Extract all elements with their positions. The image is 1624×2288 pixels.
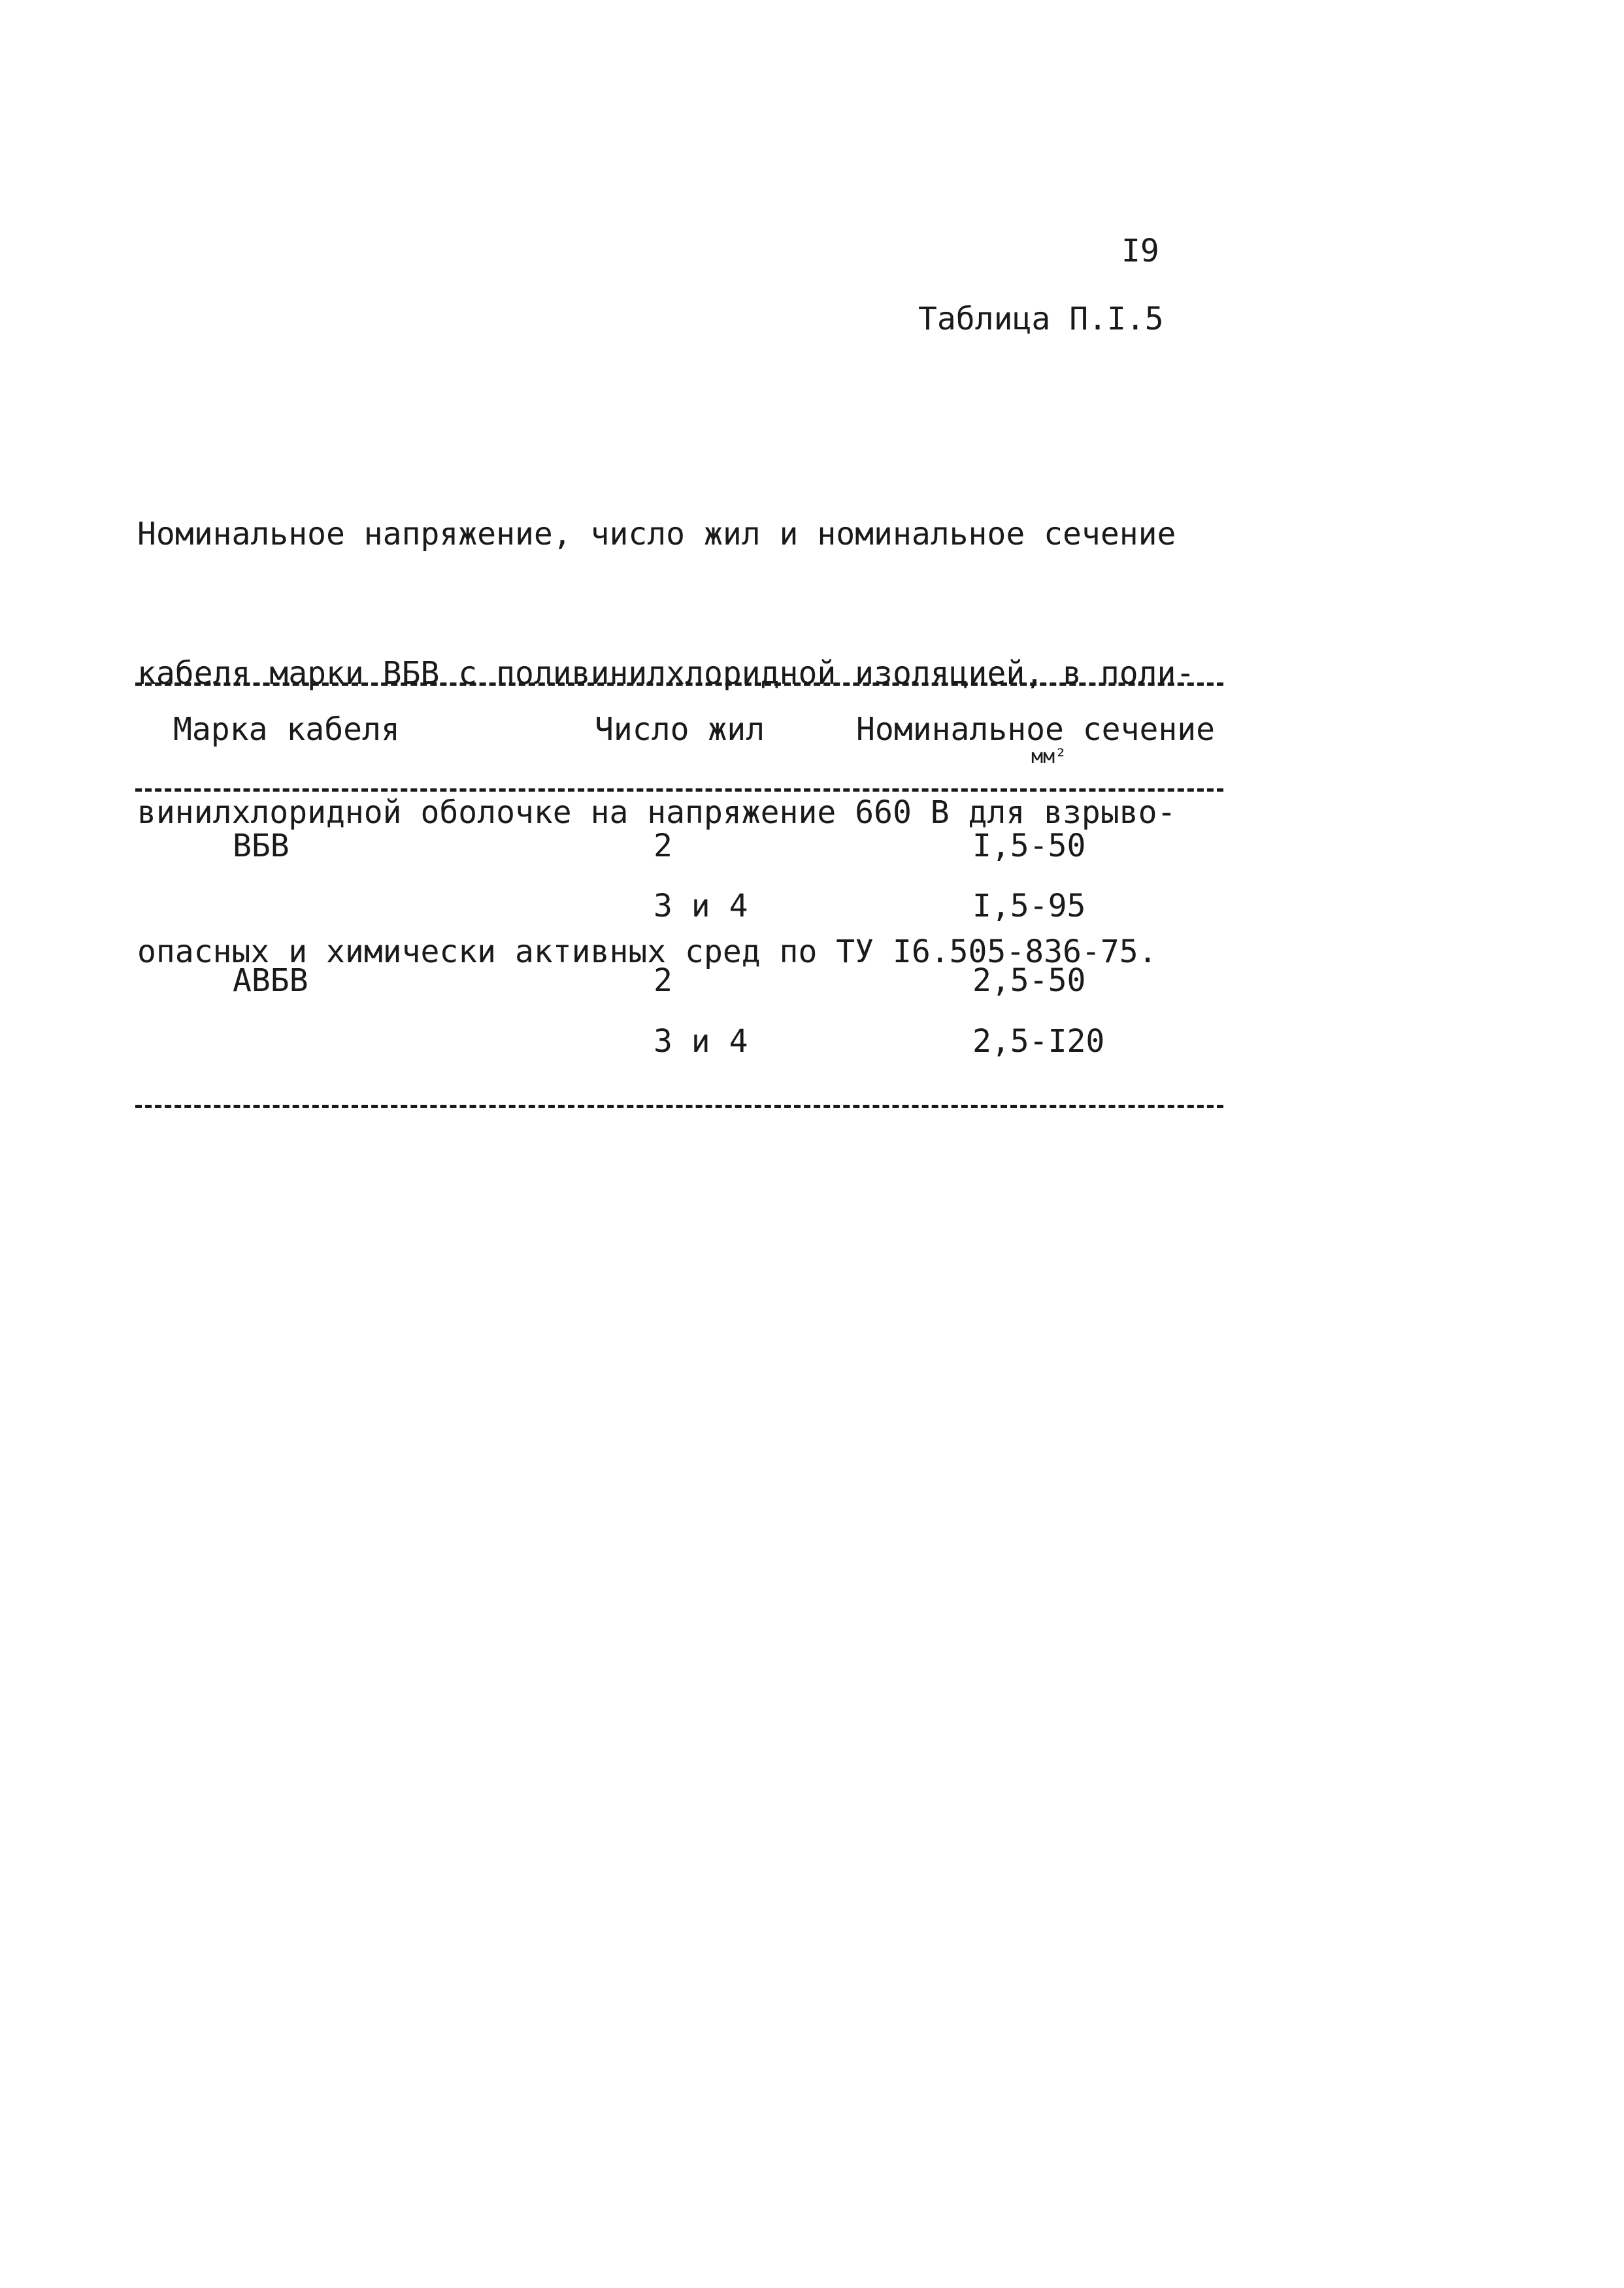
- cell-brand: ВБВ: [233, 828, 290, 864]
- table-bottom-rule: [135, 1105, 1223, 1108]
- header-section-unit: мм²: [1031, 745, 1067, 768]
- caption-line: кабеля марки ВБВ с поливинилхлоридной изоляцией, в поли-: [137, 655, 1195, 692]
- cell-section: I,5-95: [972, 888, 1086, 924]
- cell-cores: 3 и 4: [654, 1023, 748, 1060]
- table-top-rule: [135, 682, 1223, 686]
- cell-section: 2,5-50: [972, 962, 1086, 999]
- cell-section: 2,5-I20: [972, 1023, 1105, 1060]
- header-section: Номинальное сечение: [856, 711, 1216, 748]
- caption-line: винилхлоридной оболочке на напряжение 660 В для взрыво-: [137, 794, 1176, 831]
- header-brand: Марка кабеля: [173, 711, 400, 748]
- caption-line: Номинальное напряжение, число жил и номинальное сечение: [137, 516, 1176, 552]
- cell-section: I,5-50: [972, 828, 1086, 864]
- header-cores: Число жил: [595, 711, 765, 748]
- table-header-rule: [135, 788, 1223, 792]
- table-label: Таблица П.I.5: [918, 301, 1164, 337]
- caption-line: опасных и химически активных сред по ТУ I6.505-836-75.: [137, 934, 1157, 970]
- cell-cores: 3 и 4: [654, 888, 748, 924]
- cell-brand: АВБВ: [233, 962, 308, 999]
- page-number: I9: [1121, 233, 1159, 269]
- cell-cores: 2: [654, 828, 672, 864]
- cell-cores: 2: [654, 962, 672, 999]
